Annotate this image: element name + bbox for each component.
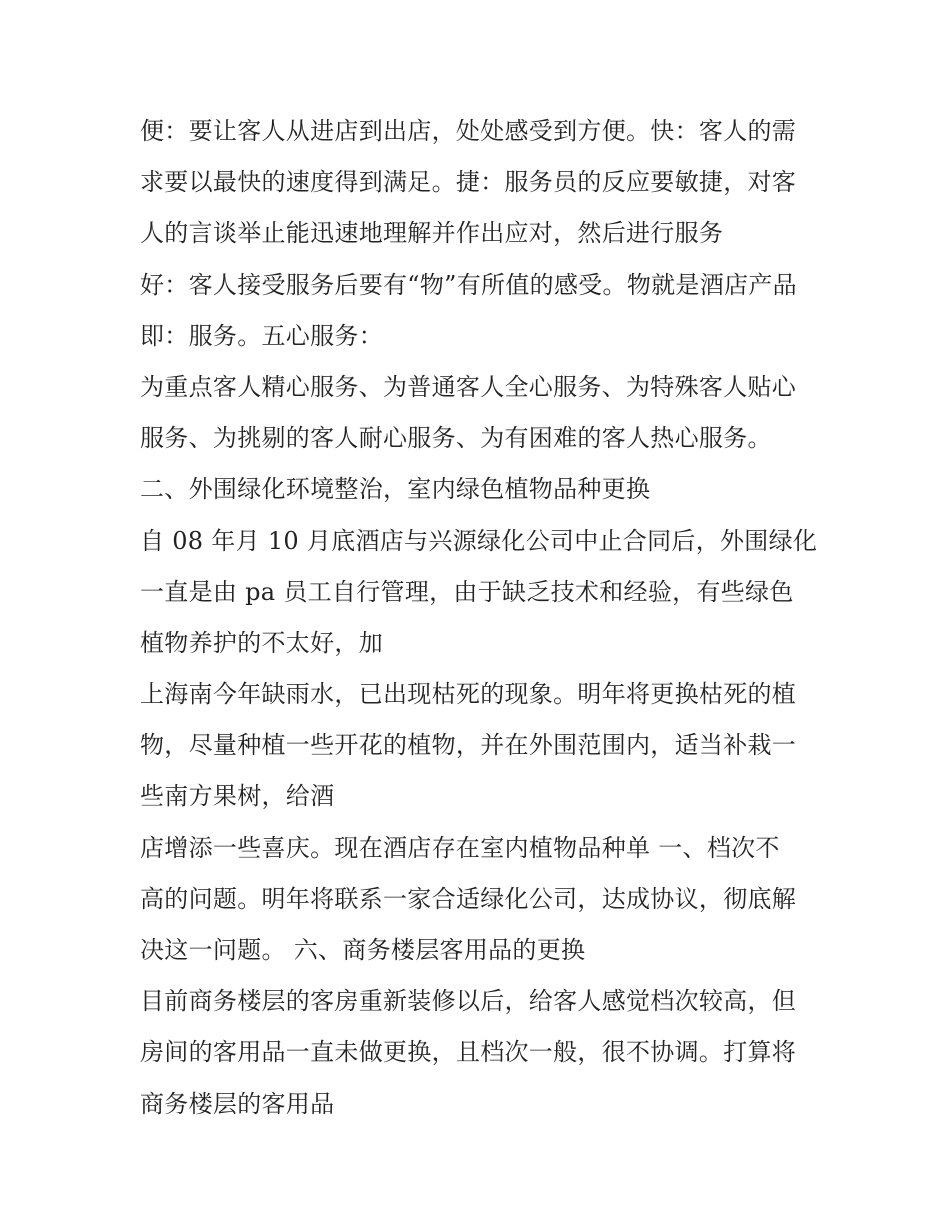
text-line: 一直是由 pa 员工自行管理，由于缺乏技术和经验，有些绿色 — [140, 577, 794, 606]
section-heading: 二、外围绿化环境整治，室内绿色植物品种更换 — [140, 475, 651, 504]
text-line: 植物养护的不太好，加 — [140, 628, 383, 657]
text-line: 即：服务。五心服务： — [140, 321, 383, 350]
text-line: 决这一问题。 六、商务楼层客用品的更换 — [140, 936, 586, 964]
text-line: 高的问题。明年将联系一家合适绿化公司，达成协议，彻底解 — [140, 884, 797, 913]
text-line: 商务楼层的客用品 — [140, 1089, 335, 1118]
document-body — [140, 111, 820, 1135]
text-line: 求要以最快的速度得到满足。捷：服务员的反应要敏捷，对客 — [140, 168, 797, 197]
text-line: 房间的客用品一直未做更换，且档次一般，很不协调。打算将 — [140, 1038, 797, 1067]
text-line: 物，尽量种植一些开花的植物，并在外围范围内，适当补栽一 — [140, 731, 797, 760]
text-line: 便：要让客人从进店到出店，处处感受到方便。快：客人的需 — [140, 117, 797, 145]
text-line: 为重点客人精心服务、为普通客人全心服务、为特殊客人贴心 — [140, 372, 797, 401]
text-line: 上海南今年缺雨水，已出现枯死的现象。明年将更换枯死的植 — [140, 680, 797, 709]
text-line: 好：客人接受服务后要有“物”有所值的感受。物就是酒店产品 — [140, 270, 797, 299]
text-line: 服务、为挑剔的客人耐心服务、为有困难的客人热心服务。 — [140, 424, 772, 453]
text-line: 些南方果树，给酒 — [140, 782, 335, 811]
text-line: 自 08 年月 10 月底酒店与兴源绿化公司中止合同后，外围绿化 — [140, 526, 818, 555]
text-line: 目前商务楼层的客房重新装修以后，给客人感觉档次较高，但 — [140, 987, 797, 1016]
text-line: 店增添一些喜庆。现在酒店存在室内植物品种单 一、档次不 — [140, 833, 780, 862]
text-line: 人的言谈举止能迅速地理解并作出应对，然后进行服务 — [140, 219, 724, 248]
